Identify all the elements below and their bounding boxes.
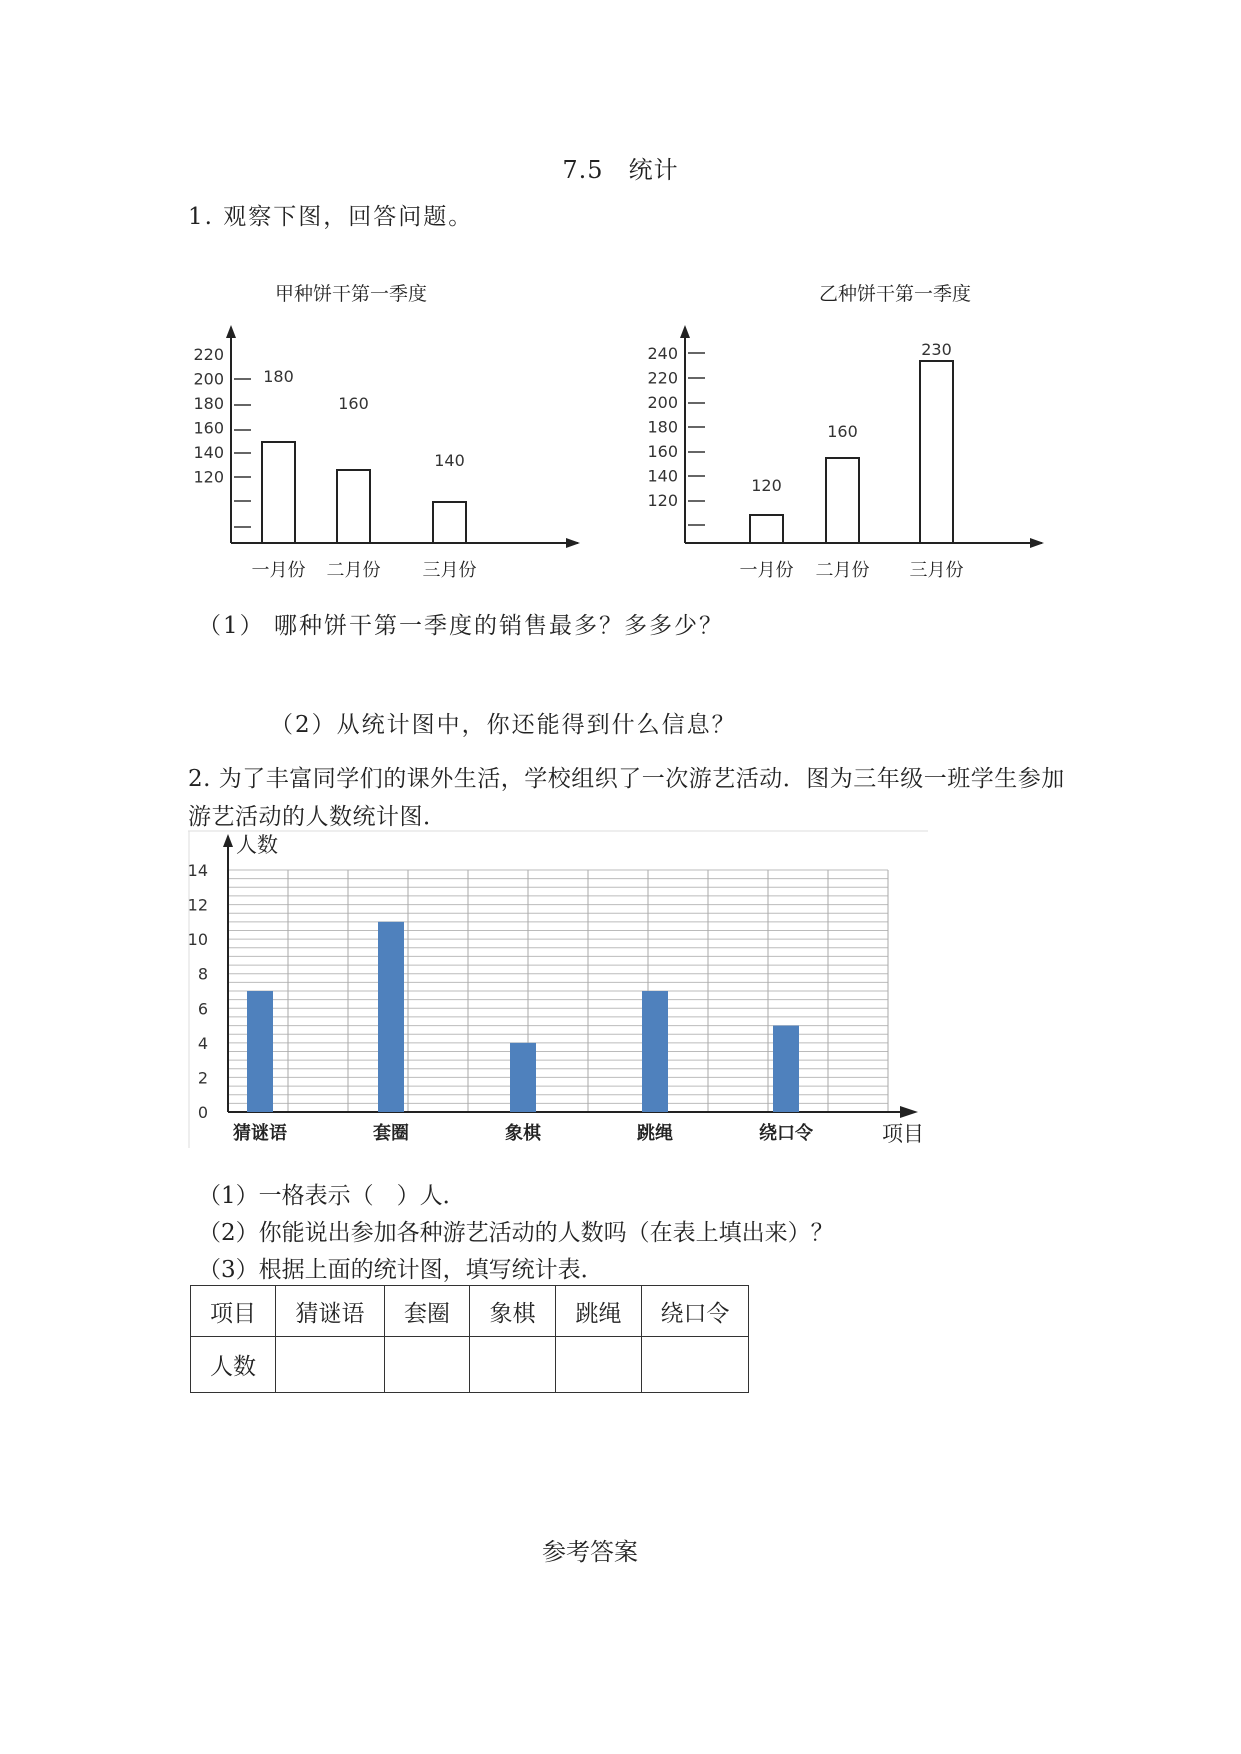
bar <box>262 442 295 543</box>
y-tick-label: 220 <box>193 345 224 364</box>
x-tick-label: 绕口令 <box>759 1123 813 1144</box>
table-answer-cell[interactable] <box>642 1337 749 1393</box>
y-tick-label: 8 <box>197 964 208 984</box>
data-label: 230 <box>921 340 952 359</box>
bar <box>378 922 404 1112</box>
question-1-part-2: （2）从统计图中，你还能得到什么信息？ <box>270 712 737 738</box>
table-row-label: 人数 <box>191 1337 276 1393</box>
bar <box>247 991 273 1112</box>
table-row <box>191 1337 749 1393</box>
answer-heading: 参考答案 <box>542 1538 638 1566</box>
bar <box>510 1043 536 1112</box>
page-title: 7.5 统计 <box>562 156 679 184</box>
x-tick-label: 二月份 <box>815 560 870 581</box>
y-tick-label: 200 <box>193 369 224 389</box>
question-1: 1. 观察下图，回答问题。 <box>188 204 474 230</box>
data-label: 180 <box>263 367 294 386</box>
bar <box>826 458 859 543</box>
bar <box>920 361 953 543</box>
y-tick-label: 140 <box>647 466 678 486</box>
question-2: 2. 为了丰富同学们的课外生活，学校组织了一次游艺活动．图为三年级一班学生参加游艺活动的人数统计图． <box>188 766 1065 830</box>
x-axis-title: 项目 <box>882 1122 924 1146</box>
y-axis-arrow <box>223 834 233 847</box>
question-2-part-3: （3）根据上面的统计图，填写统计表． <box>198 1257 604 1283</box>
table-header-cell: 跳绳 <box>556 1286 642 1337</box>
chart-biscuit-a <box>188 275 588 590</box>
y-axis-arrow <box>226 325 236 338</box>
y-tick-label: 180 <box>193 394 224 413</box>
y-tick-label: 140 <box>193 443 224 462</box>
x-tick-label: 三月份 <box>422 560 477 581</box>
y-tick-label: 160 <box>193 418 224 438</box>
chart-activity-participants <box>188 830 933 1150</box>
y-tick-label: 120 <box>647 491 678 510</box>
y-tick-label: 14 <box>188 861 208 880</box>
table-answer-cell[interactable] <box>470 1337 556 1393</box>
y-tick-label: 160 <box>647 442 678 461</box>
x-tick-label: 二月份 <box>326 560 381 581</box>
statistics-table <box>190 1285 749 1393</box>
bar <box>433 502 466 543</box>
bar <box>750 515 783 543</box>
x-tick-label: 猜谜语 <box>233 1123 287 1144</box>
x-tick-label: 套圈 <box>373 1123 409 1144</box>
x-tick-label: 一月份 <box>251 560 306 581</box>
y-tick-label: 220 <box>647 368 678 388</box>
table-answer-cell[interactable] <box>276 1337 385 1393</box>
bar <box>773 1026 799 1112</box>
data-label: 160 <box>338 394 369 413</box>
x-tick-label: 一月份 <box>739 560 794 581</box>
y-axis-arrow <box>680 325 690 338</box>
x-axis-arrow <box>900 1106 918 1118</box>
question-2-part-2: （2）你能说出参加各种游艺活动的人数吗（在表上填出来）？ <box>198 1220 834 1246</box>
y-tick-label: 10 <box>188 930 208 950</box>
x-axis-arrow <box>1030 538 1044 548</box>
x-axis-arrow <box>566 538 580 548</box>
y-axis-title: 人数 <box>236 833 278 857</box>
y-tick-label: 120 <box>193 467 224 487</box>
table-header-cell: 绕口令 <box>642 1286 749 1337</box>
bar <box>642 991 668 1112</box>
y-tick-label: 0 <box>197 1103 208 1122</box>
data-label: 140 <box>434 451 465 470</box>
y-tick-label: 2 <box>197 1068 208 1088</box>
y-tick-label: 200 <box>647 393 678 412</box>
table-header-cell: 套圈 <box>385 1286 470 1337</box>
x-tick-label: 三月份 <box>909 560 964 581</box>
table-answer-cell[interactable] <box>556 1337 642 1393</box>
table-answer-cell[interactable] <box>385 1337 470 1393</box>
y-tick-label: 4 <box>197 1033 208 1053</box>
data-label: 120 <box>751 476 782 495</box>
y-tick-label: 6 <box>197 999 208 1019</box>
y-tick-label: 240 <box>647 344 678 363</box>
y-tick-label: 12 <box>188 895 208 915</box>
table-header-row <box>191 1286 749 1337</box>
bar <box>337 470 370 543</box>
data-label: 160 <box>827 422 858 441</box>
chart-title: 甲种饼干第一季度 <box>274 283 428 305</box>
table-header-cell: 猜谜语 <box>276 1286 385 1337</box>
x-tick-label: 跳绳 <box>637 1123 673 1144</box>
question-1-part-1: （1） 哪种饼干第一季度的销售最多？多多少？ <box>198 613 724 639</box>
table-header-cell: 项目 <box>191 1286 276 1337</box>
table-header-cell: 象棋 <box>470 1286 556 1337</box>
x-tick-label: 象棋 <box>505 1123 541 1144</box>
question-2-part-1: （1）一格表示（ ）人． <box>198 1183 466 1209</box>
chart-title: 乙种饼干第一季度 <box>818 283 972 305</box>
chart-biscuit-b <box>640 275 1050 590</box>
y-tick-label: 180 <box>647 417 678 437</box>
